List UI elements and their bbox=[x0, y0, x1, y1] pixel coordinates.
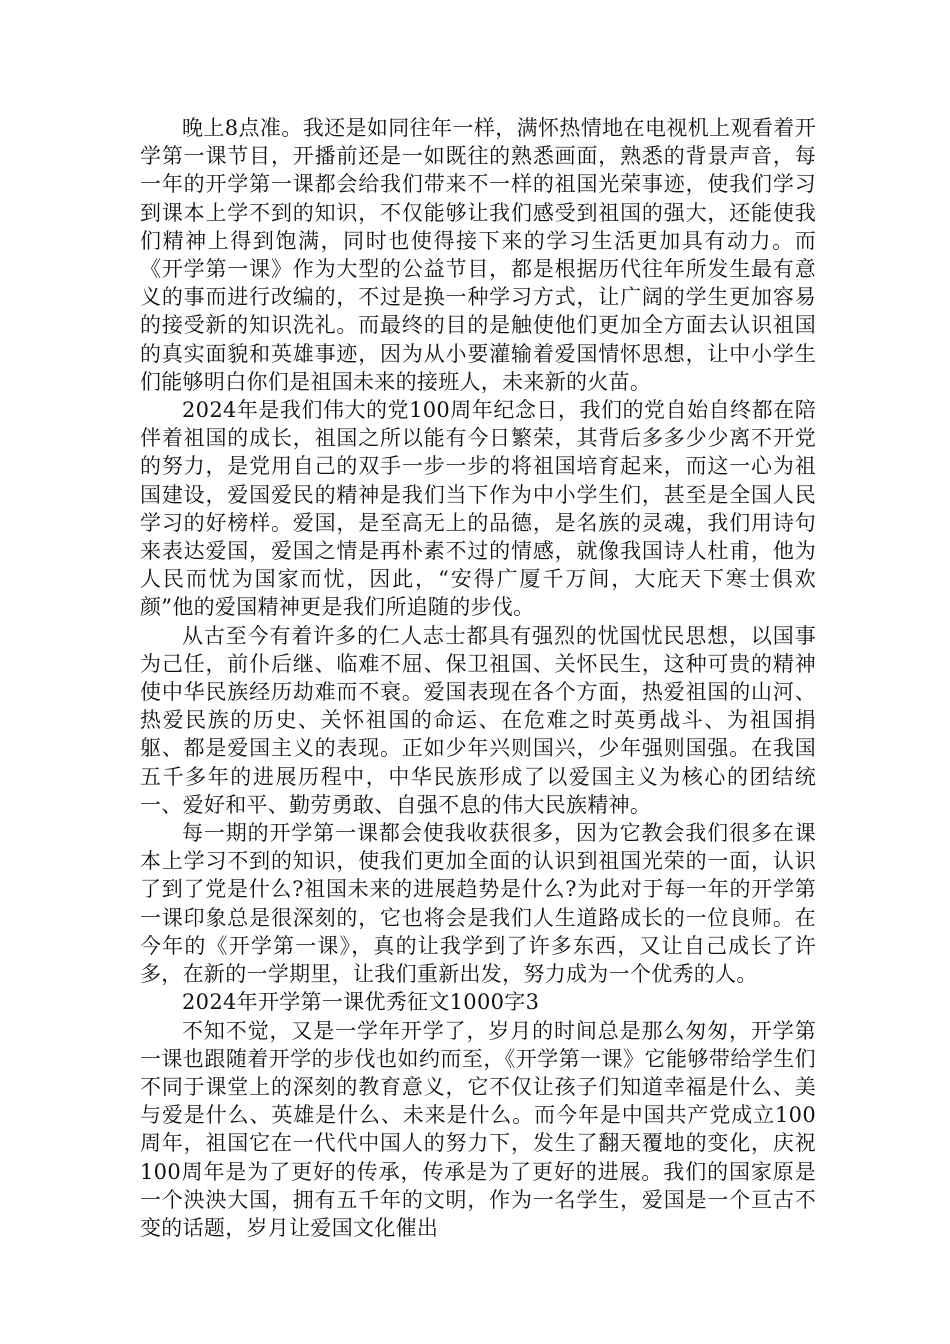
document-body bbox=[140, 114, 816, 1242]
paragraph-4: 每一期的开学第一课都会使我收获很多，因为它教会我们很多在课本上学习不到的知识，使我们更加全面的认识到祖国光荣的一面，认识了到了党是什么?祖国未来的进展趋势是什么?为此对于每一年的开学第一课印象总是很深刻的，它也将会是我们人生道路成长的一位良师。在今年的《开学第一课》，真的让我学到了许多东西，又让自己成长了许多，在新的一学期里，让我们重新出发，努力成为一个优秀的人。 bbox=[140, 821, 816, 987]
section-paragraph: 不知不觉，又是一学年开学了，岁月的时间总是那么匆匆，开学第一课也跟随着开学的步伐也如约而至，《开学第一课》它能够带给学生们不同于课堂上的深刻的教育意义，它不仅让孩子们知道幸福是什么、美与爱是什么、英雄是什么、未来是什么。而今年是中国共产党成立100周年，祖国它在一代代中国人的努力下，发生了翻天覆地的变化，庆祝100周年是为了更好的传承，传承是为了更好的进展。我们的国家原是一个泱泱大国，拥有五千年的文明，作为一名学生，爱国是一个亘古不变的话题，岁月让爱国文化催出 bbox=[140, 1018, 816, 1240]
paragraph-2: 2024年是我们伟大的党100周年纪念日，我们的党自始自终都在陪伴着祖国的成长，祖国之所以能有今日繁荣，其背后多多少少离不开党的努力，是党用自己的双手一步一步的将祖国培育起来，而这一心为祖国建设，爱国爱民的精神是我们当下作为中小学生们，甚至是全国人民学习的好榜样。爱国，是至高无上的品德，是名族的灵魂，我们用诗句来表达爱国，爱国之情是再朴素不过的情感，就像我国诗人杜甫，他为人民而忧为国家而忧，因此，“安得广厦千万间，大庇天下寒士俱欢颜”他的爱国精神更是我们所追随的步伐。 bbox=[140, 398, 816, 620]
paragraph-3: 从古至今有着许多的仁人志士都具有强烈的忧国忧民思想，以国事为己任，前仆后继、临难不屈、保卫祖国、关怀民生，这种可贵的精神使中华民族经历劫难而不衰。爱国表现在各个方面，热爱祖国的山河、热爱民族的历史、关怀祖国的命运、在危难之时英勇战斗、为祖国捐躯、都是爱国主义的表现。正如少年兴则国兴，少年强则国强。在我国五千多年的进展历程中，中华民族形成了以爱国主义为核心的团结统一、爱好和平、勤劳勇敢、自强不息的伟大民族精神。 bbox=[140, 623, 816, 817]
paragraph-1: 晚上8点准。我还是如同往年一样，满怀热情地在电视机上观看着开学第一课节目，开播前还是一如既往的熟悉画面，熟悉的背景声音，每一年的开学第一课都会给我们带来不一样的祖国光荣事迹，使我们学习到课本上学不到的知识，不仅能够让我们感受到祖国的强大，还能使我们精神上得到饱满，同时也使得接下来的学习生活更加具有动力。而《开学第一课》作为大型的公益节目，都是根据历代往年所发生最有意义的事而进行改编的，不过是换一种学习方式，让广阔的学生更加容易的接受新的知识洗礼。而最终的目的是触使他们更加全方面去认识祖国的真实面貌和英雄事迹，因为从小要灌输着爱国情怀思想，让中小学生们能够明白你们是祖国未来的接班人，未来新的火苗。 bbox=[140, 116, 816, 394]
section-title: 2024年开学第一课优秀征文1000字3 bbox=[182, 990, 540, 1015]
